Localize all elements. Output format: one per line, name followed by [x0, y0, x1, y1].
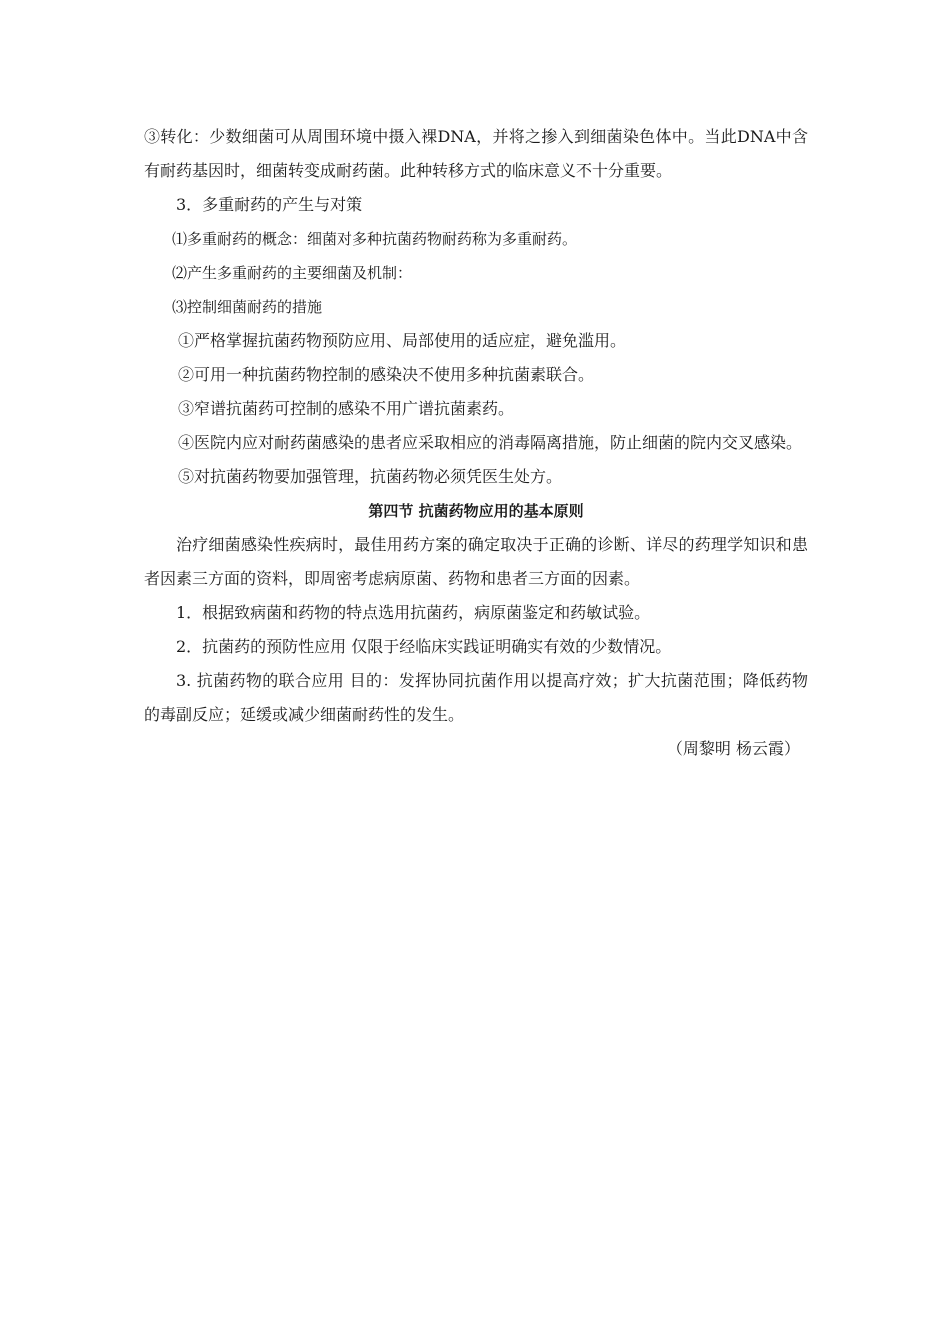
paragraph-control-measures: ⑶控制细菌耐药的措施	[172, 298, 323, 316]
paragraph-multidrug-resistance-title: 3．多重耐药的产生与对策	[176, 195, 363, 214]
measure-item-1: ①严格掌握抗菌药物预防应用、局部使用的适应症，避免滥用。	[178, 331, 627, 350]
document-body	[144, 120, 808, 766]
measure-item-5: ⑤对抗菌药物要加强管理，抗菌药物必须凭医生处方。	[178, 467, 563, 486]
paragraph-transformation: ③转化：少数细菌可从周围环境中摄入裸DNA，并将之掺入到细菌染色体中。当此DNA中含有耐药基因时，细菌转变成耐药菌。此种转移方式的临床意义不十分重要。	[144, 127, 808, 180]
measure-item-4: ④医院内应对耐药菌感染的患者应采取相应的消毒隔离措施，防止细菌的院内交叉感染。	[178, 433, 803, 452]
measure-item-3: ③窄谱抗菌药可控制的感染不用广谱抗菌素药。	[178, 399, 515, 418]
principle-item-2: 2．抗菌药的预防性应用 仅限于经临床实践证明确实有效的少数情况。	[176, 637, 672, 656]
paragraph-multidrug-bacteria: ⑵产生多重耐药的主要细菌及机制：	[172, 264, 413, 282]
measure-item-2: ②可用一种抗菌药物控制的感染决不使用多种抗菌素联合。	[178, 365, 595, 384]
paragraph-multidrug-concept: ⑴多重耐药的概念：细菌对多种抗菌药物耐药称为多重耐药。	[172, 230, 578, 248]
author-signature: （周黎明 杨云霞）	[666, 739, 800, 758]
principle-item-1: 1．根据致病菌和药物的特点选用抗菌药，病原菌鉴定和药敏试验。	[176, 603, 651, 622]
section-heading: 第四节 抗菌药物应用的基本原则	[368, 502, 584, 520]
section-intro: 治疗细菌感染性疾病时，最佳用药方案的确定取决于正确的诊断、详尽的药理学知识和患者因素三方面的资料，即周密考虑病原菌、药物和患者三方面的因素。	[144, 535, 808, 588]
principle-item-3: 3. 抗菌药物的联合应用 目的：发挥协同抗菌作用以提高疗效；扩大抗菌范围；降低药物的毒副反应；延缓或减少细菌耐药性的发生。	[144, 671, 808, 724]
